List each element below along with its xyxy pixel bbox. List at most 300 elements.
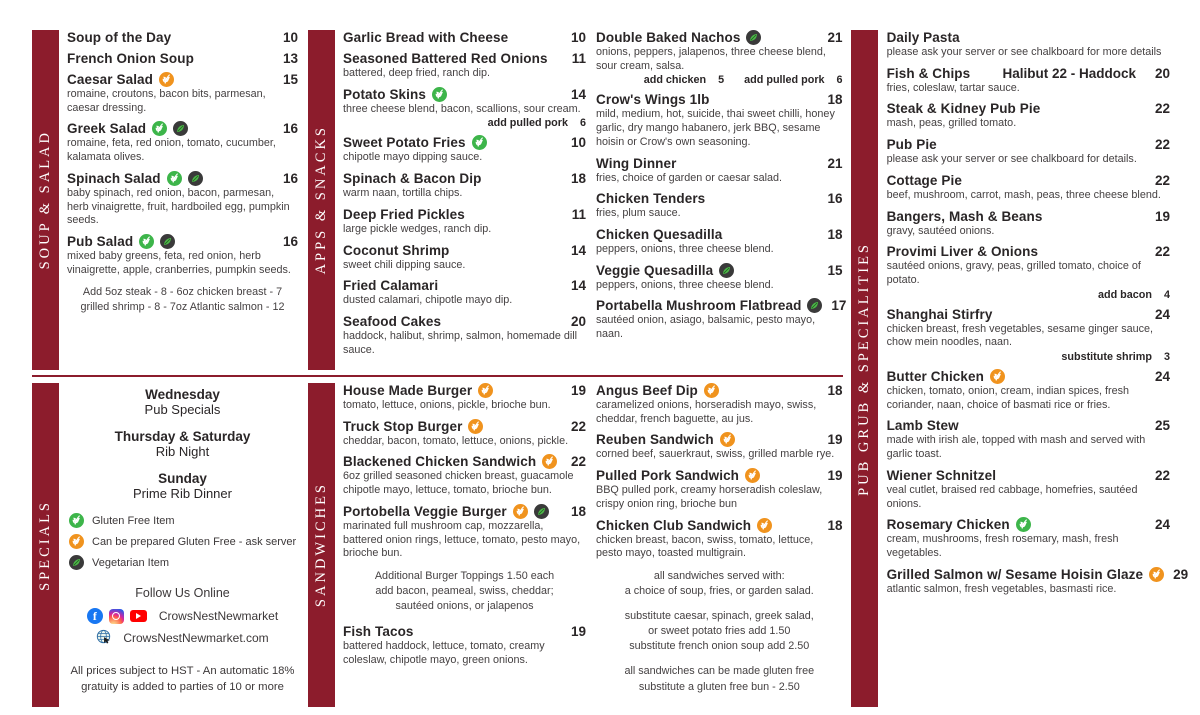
item-extra (488, 117, 586, 129)
menu-note (596, 664, 843, 694)
menu-note-line: all sandwiches served with: (653, 569, 785, 582)
item-name: Truck Stop Burger (343, 418, 463, 434)
gluten-free-icon (432, 87, 447, 102)
item-name: Chicken Tenders (596, 191, 706, 207)
menu-item (887, 418, 1170, 461)
vegetarian-icon (719, 263, 734, 278)
item-price: 15 (282, 72, 298, 87)
item-price: 16 (827, 191, 843, 207)
item-header (887, 173, 1170, 188)
item-price: 19 (570, 383, 586, 398)
menu-item (887, 173, 1170, 203)
item-header (343, 419, 586, 434)
instagram-lens (112, 612, 120, 620)
soup-salad-list (67, 30, 298, 370)
menu-note-line: sautéed onions, or jalapenos (395, 600, 534, 613)
item-header (596, 227, 843, 242)
special-event (67, 429, 298, 459)
item-description: please ask your server or see chalkboard for more details (886, 46, 1162, 58)
menu-item (887, 517, 1170, 560)
item-price: 16 (282, 121, 298, 137)
item-name: Spinach & Bacon Dip (343, 171, 482, 187)
item-name: Portabella Mushroom Flatbread (596, 298, 802, 314)
menu-item (887, 137, 1170, 167)
legend-item (69, 555, 298, 570)
item-description: corned beef, sauerkraut, swiss, grilled marble rye. (596, 448, 835, 461)
item-name: Wing Dinner (596, 155, 677, 171)
item-header (343, 454, 586, 469)
section-pub-grub (851, 30, 1189, 707)
sandwiches-banner (308, 383, 335, 707)
special-event (67, 471, 298, 501)
item-header (67, 72, 298, 87)
item-price: 16 (282, 170, 298, 186)
item-name: Wiener Schnitzel (886, 467, 997, 483)
item-extra (1098, 289, 1170, 301)
item-description: atlantic salmon, fresh vegetables, basmasti rice. (886, 582, 1117, 595)
special-event-title: Rib Night (155, 444, 210, 459)
section-sandwiches (308, 383, 586, 707)
item-price: 19 (570, 624, 586, 640)
dietary-legend (69, 513, 298, 570)
gluten-free-optional-icon (69, 534, 84, 549)
specials-events (67, 387, 298, 501)
section-specials (32, 383, 298, 707)
legend-label: Can be prepared Gluten Free - ask server (92, 535, 297, 548)
apps-snacks-continued-list (596, 30, 847, 370)
menu-item (67, 30, 298, 45)
menu-item (887, 101, 1170, 131)
item-description: mixed baby greens, feta, red onion, herb vinaigrette, apple, cranberries, pumpkin seeds. (67, 249, 291, 276)
menu-note (596, 569, 843, 599)
gluten-free-optional-icon (757, 518, 772, 533)
item-name: Daily Pasta (886, 30, 960, 45)
item-description: fries, choice of garden or caesar salad. (596, 171, 783, 184)
menu-item (343, 207, 586, 237)
item-description: caramelized onions, horseradish mayo, swiss, cheddar, french baguette, au jus. (596, 399, 817, 425)
item-name: Coconut Shrimp (343, 242, 450, 258)
soup-salad-banner-label: SOUP & SALAD (37, 130, 53, 270)
item-header (67, 30, 298, 45)
menu-item (596, 432, 843, 462)
item-header (67, 121, 298, 136)
item-name: Portobella Veggie Burger (343, 503, 507, 519)
item-price: 21 (827, 155, 843, 171)
item-extra-price: 6 (836, 74, 843, 87)
item-description: large pickle wedges, ranch dip. (343, 222, 492, 235)
item-header (887, 30, 1170, 45)
item-description: romaine, feta, red onion, tomato, cucumber, kalamata olives. (67, 137, 276, 164)
menu-item (596, 468, 843, 511)
item-name: Pub Pie (886, 137, 937, 153)
item-name: Fried Calamari (343, 278, 439, 294)
gluten-free-optional-icon (704, 383, 719, 398)
item-price: 22 (1154, 101, 1170, 117)
item-description: tomato, lettuce, onions, pickle, brioche bun. (343, 399, 551, 411)
instagram-icon[interactable] (109, 609, 124, 624)
item-price: 29 (1173, 566, 1189, 582)
item-name: Veggie Quesadilla (596, 262, 714, 278)
item-description: chipotle mayo dipping sauce. (343, 151, 483, 164)
item-name: Steak & Kidney Pub Pie (886, 101, 1041, 117)
hst-note-line1: All prices subject to HST - An automatic 18% (70, 665, 295, 677)
item-price: 18 (827, 517, 843, 533)
legend-item (69, 513, 298, 528)
menu-note-line: all sandwiches can be made gluten free (624, 665, 815, 678)
item-header (886, 566, 1189, 582)
item-extra (1061, 351, 1170, 363)
menu-item (343, 243, 586, 273)
item-description: cheddar, bacon, tomato, lettuce, onions, pickle. (343, 434, 569, 447)
item-description: warm naan, tortilla chips. (343, 187, 463, 200)
item-price: 22 (1154, 172, 1170, 188)
item-extra-label: substitute shrimp (1061, 351, 1152, 364)
social-icons-row (67, 608, 298, 624)
menu-item (343, 314, 586, 357)
item-name: Reuben Sandwich (596, 432, 714, 448)
pub-grub-list (886, 30, 1189, 707)
menu-item (596, 263, 843, 293)
menu-item (343, 383, 586, 413)
item-header (887, 137, 1170, 152)
item-header (343, 51, 586, 66)
item-description: dusted calamari, chipotle mayo dip. (343, 294, 513, 307)
gluten-free-optional-icon (745, 468, 760, 483)
item-name: Seafood Cakes (343, 313, 442, 329)
item-name: Rosemary Chicken (886, 517, 1010, 533)
item-price: 17 (831, 298, 847, 314)
special-event-title: Prime Rib Dinner (133, 486, 232, 501)
item-name: Caesar Salad (67, 72, 154, 87)
item-price: 22 (570, 454, 586, 470)
menu-bottom-row (32, 383, 843, 707)
menu-item (343, 87, 586, 130)
item-name: Seasoned Battered Red Onions (343, 51, 548, 66)
section-sandwiches-continued (596, 383, 843, 707)
item-price: 11 (571, 51, 586, 66)
pub-grub-banner-label: PUB GRUB & SPECIALITIES (855, 241, 872, 496)
section-apps-snacks-continued (596, 30, 847, 370)
gluten-free-icon (139, 234, 154, 249)
item-price: 22 (570, 418, 586, 434)
item-extras (887, 289, 1170, 301)
item-header (343, 624, 586, 639)
item-extra (644, 74, 724, 86)
item-header (887, 468, 1170, 483)
menu-note-line: Add 5oz steak - 8 - 6oz chicken breast - 7 (82, 286, 283, 299)
specials-banner (32, 383, 59, 707)
menu-item (596, 383, 843, 426)
gluten-free-icon (69, 513, 84, 528)
menu-note-line: a choice of soup, fries, or garden salad. (624, 585, 814, 598)
item-name: Blackened Chicken Sandwich (343, 454, 537, 470)
menu-item (887, 244, 1170, 300)
item-price: 24 (1154, 369, 1170, 385)
item-description: chicken breast, fresh vegetables, sesame ginger sauce, chow mein noodles, naan. (886, 322, 1154, 349)
menu-item (596, 191, 843, 221)
item-name: Greek Salad (67, 121, 147, 137)
item-header (343, 504, 586, 519)
vegetarian-icon (160, 234, 175, 249)
menu-item (887, 468, 1170, 511)
item-name: Grilled Salmon w/ Sesame Hoisin Glaze (886, 566, 1144, 582)
menu-item (596, 518, 843, 561)
item-extras (343, 117, 586, 129)
item-header (596, 263, 843, 278)
item-price: 25 (1154, 418, 1170, 434)
item-price: 13 (282, 51, 298, 66)
item-description: battered, deep fried, ranch dip. (343, 67, 491, 79)
item-extra-label: add pulled pork (487, 117, 568, 130)
sandwiches-list (343, 383, 586, 707)
item-price: 11 (571, 206, 586, 222)
special-event-day: Thursday & Saturday (114, 429, 251, 444)
menu-item (343, 135, 586, 165)
website-row (67, 629, 298, 647)
item-header (596, 191, 843, 206)
item-extra-label: add bacon (1097, 288, 1152, 301)
apps-snacks-list (343, 30, 586, 370)
item-name: Pub Salad (67, 233, 134, 249)
item-name: Cottage Pie (886, 172, 962, 188)
follow-us-block (67, 586, 298, 647)
item-description: 6oz grilled seasoned chicken breast, guacamole chipotle mayo, lettuce, tomato, brioche bun. (343, 470, 574, 497)
item-price: 22 (1154, 137, 1170, 153)
sandwiches-continued-list (596, 383, 843, 707)
item-price: 21 (827, 30, 843, 45)
menu-item (67, 51, 298, 66)
menu-item (596, 298, 847, 341)
apps-snacks-banner (308, 30, 335, 370)
item-name: Fish & Chips (886, 65, 971, 81)
menu-item (887, 307, 1170, 363)
item-name: Shanghai Stirfry (886, 306, 993, 322)
menu-item (343, 30, 586, 45)
item-price: 16 (282, 233, 298, 249)
item-price: 19 (1154, 208, 1170, 224)
item-name: Potato Skins (343, 86, 426, 102)
item-name: Crow's Wings 1lb (596, 92, 710, 108)
menu-item (596, 92, 843, 149)
vegetarian-icon (188, 171, 203, 186)
item-header (887, 209, 1170, 224)
menu-item (887, 369, 1170, 412)
item-description: beef, mushroom, carrot, mash, peas, three cheese blend. (886, 188, 1161, 201)
item-header (343, 171, 586, 186)
menu-item (67, 121, 298, 164)
item-header (67, 234, 298, 249)
menu-item (887, 209, 1170, 239)
menu-note-line: substitute french onion soup add 2.50 (629, 640, 810, 653)
item-price: 19 (827, 432, 843, 448)
menu-item (343, 171, 586, 201)
item-header (887, 517, 1170, 532)
item-name: Butter Chicken (886, 369, 984, 385)
menu-item (343, 278, 586, 308)
item-extras (596, 74, 843, 86)
menu-item (596, 156, 843, 186)
item-extra-price: 5 (718, 74, 725, 87)
item-header (596, 383, 843, 398)
item-header (343, 243, 586, 258)
item-price: 19 (827, 468, 843, 484)
item-description: battered haddock, lettuce, tomato, creamy coleslaw, chipotle mayo, green onions. (343, 640, 545, 666)
vegetarian-icon (746, 30, 761, 45)
item-description: peppers, onions, three cheese blend. (596, 242, 774, 255)
item-description: gravy, sautéed onions. (886, 224, 995, 237)
item-description: haddock, halibut, shrimp, salmon, homemade dill sauce. (343, 329, 578, 356)
menu-item (67, 234, 298, 277)
item-description: chicken breast, bacon, swiss, tomato, lettuce, pesto mayo, toasted multigrain. (596, 533, 814, 560)
item-price: 14 (570, 278, 586, 294)
item-header (596, 298, 847, 314)
item-name: Chicken Club Sandwich (596, 517, 752, 533)
item-header (343, 135, 586, 150)
follow-us-title: Follow Us Online (135, 586, 230, 600)
menu-item (343, 51, 586, 81)
item-description: cream, mushrooms, fresh rosemary, mash, fresh vegetables. (886, 533, 1119, 559)
item-description: marinated full mushroom cap, mozzarella, battered onion rings, lettuce, tomato, pesto mayo, brioche bun. (343, 519, 581, 560)
item-name: Sweet Potato Fries (343, 135, 466, 151)
legend-label: Gluten Free Item (92, 514, 175, 527)
menu-item (886, 566, 1189, 597)
apps-snacks-banner-label: APPS & SNACKS (313, 125, 329, 275)
item-name: House Made Burger (343, 383, 473, 398)
item-price: 18 (827, 383, 843, 398)
item-name: Spinach Salad (67, 170, 161, 186)
menu-item (343, 419, 586, 449)
item-description: onions, peppers, jalapenos, three cheese blend, sour cream, salsa. (596, 46, 826, 72)
item-header (887, 244, 1170, 259)
item-extra-price: 4 (1163, 288, 1170, 301)
item-price: 14 (570, 86, 586, 102)
item-header (67, 171, 298, 186)
item-price: 18 (570, 503, 586, 519)
special-event-title: Pub Specials (144, 402, 221, 417)
vegetarian-icon (69, 555, 84, 570)
gluten-free-optional-icon (159, 72, 174, 87)
menu-left-area (32, 30, 847, 707)
item-header (887, 307, 1170, 322)
item-description: romaine, croutons, bacon bits, parmesan, caesar dressing. (67, 88, 266, 114)
item-price: 10 (570, 30, 586, 45)
item-price: 18 (827, 226, 843, 242)
item-name: Provimi Liver & Onions (886, 244, 1039, 260)
item-variant-prices: Halibut 22 - Haddock (1002, 65, 1136, 81)
item-header (343, 87, 586, 102)
item-description: fries, coleslaw, tartar sauce. (886, 81, 1020, 94)
item-price: 22 (1154, 467, 1170, 483)
item-description: mash, peas, grilled tomato. (886, 117, 1017, 130)
item-name: Pulled Pork Sandwich (596, 468, 740, 484)
gluten-free-optional-icon (990, 369, 1005, 384)
item-header (343, 383, 586, 398)
item-name: Bangers, Mash & Beans (886, 208, 1043, 224)
item-header (67, 51, 298, 66)
item-extra-label: add pulled pork (744, 74, 825, 87)
item-header (343, 207, 586, 222)
menu-item (596, 30, 843, 86)
item-extra-label: add chicken (643, 74, 707, 87)
item-header (887, 101, 1170, 116)
legend-label: Vegetarian Item (92, 556, 170, 569)
website-globe-icon[interactable] (96, 629, 111, 647)
vegetarian-icon (807, 298, 822, 313)
sandwiches-banner-label: SANDWICHES (313, 482, 329, 608)
menu-note-line: substitute a gluten free bun - 2.50 (638, 680, 800, 693)
menu-item (67, 171, 298, 228)
facebook-icon[interactable] (87, 608, 103, 624)
item-price: 18 (570, 171, 586, 187)
menu-item (343, 624, 586, 667)
menu-note-line: Additional Burger Toppings 1.50 each (374, 569, 555, 582)
special-event-day: Wednesday (145, 387, 220, 402)
item-header (887, 66, 1170, 81)
youtube-icon[interactable] (130, 610, 147, 622)
social-handle: CrowsNestNewmarket (158, 609, 279, 623)
item-description: sautéed onion, asiago, balsamic, pesto mayo, naan. (596, 314, 816, 341)
item-description: made with irish ale, topped with mash and served with garlic toast. (886, 434, 1146, 461)
item-name: Soup of the Day (67, 30, 172, 45)
item-header (343, 278, 586, 293)
item-name: Double Baked Nachos (596, 30, 741, 45)
menu-item (343, 504, 586, 561)
legend-item (69, 534, 298, 549)
item-description: baby spinach, red onion, bacon, parmesan, herb vinaigrette, fruit, hardboiled egg, pumpkin seeds. (67, 186, 290, 227)
special-event-day: Sunday (158, 471, 207, 486)
item-name: Garlic Bread with Cheese (343, 30, 509, 45)
menu-item (887, 30, 1170, 60)
gluten-free-optional-icon (1149, 567, 1164, 582)
item-description: sautéed onions, gravy, peas, grilled tomato, choice of potato. (886, 260, 1141, 286)
item-description: BBQ pulled pork, creamy horseradish coleslaw, crispy onion ring, brioche bun (596, 484, 823, 510)
item-description: mild, medium, hot, suicide, thai sweet chilli, honey garlic, dry mango habanero, jerk BBQ, sesame hoisin or Crow's own seasoning. (596, 108, 835, 148)
gluten-free-icon (167, 171, 182, 186)
item-header (887, 418, 1170, 433)
item-description: please ask your server or see chalkboard for details. (886, 153, 1137, 166)
hst-note (67, 663, 298, 696)
item-name: Deep Fried Pickles (343, 206, 465, 222)
item-header (343, 30, 586, 45)
item-name: French Onion Soup (67, 51, 194, 66)
item-price: 24 (1154, 517, 1170, 533)
item-header (887, 369, 1170, 384)
specials-content (67, 383, 298, 707)
item-description: fries, plum sauce. (596, 207, 681, 220)
item-price: 20 (570, 313, 586, 329)
item-header (596, 30, 843, 45)
section-divider-line (32, 375, 843, 377)
item-name: Fish Tacos (343, 624, 414, 640)
menu-note-line: substitute caesar, spinach, greek salad, (624, 610, 814, 623)
item-price: 10 (282, 30, 298, 45)
website-url[interactable]: CrowsNestNewmarket.com (123, 631, 269, 645)
item-header (596, 468, 843, 483)
item-name: Angus Beef Dip (596, 383, 698, 398)
gluten-free-optional-icon (720, 432, 735, 447)
vegetarian-icon (534, 504, 549, 519)
item-header (596, 92, 843, 107)
item-extra (744, 74, 842, 86)
item-name: Lamb Stew (886, 418, 959, 434)
special-event (67, 387, 298, 417)
item-price: 22 (1154, 244, 1170, 260)
gluten-free-icon (472, 135, 487, 150)
item-description: peppers, onions, three cheese blend. (596, 278, 774, 291)
gluten-free-optional-icon (542, 454, 557, 469)
item-description: three cheese blend, bacon, scallions, sour cream. (343, 102, 581, 115)
item-header (596, 432, 843, 447)
